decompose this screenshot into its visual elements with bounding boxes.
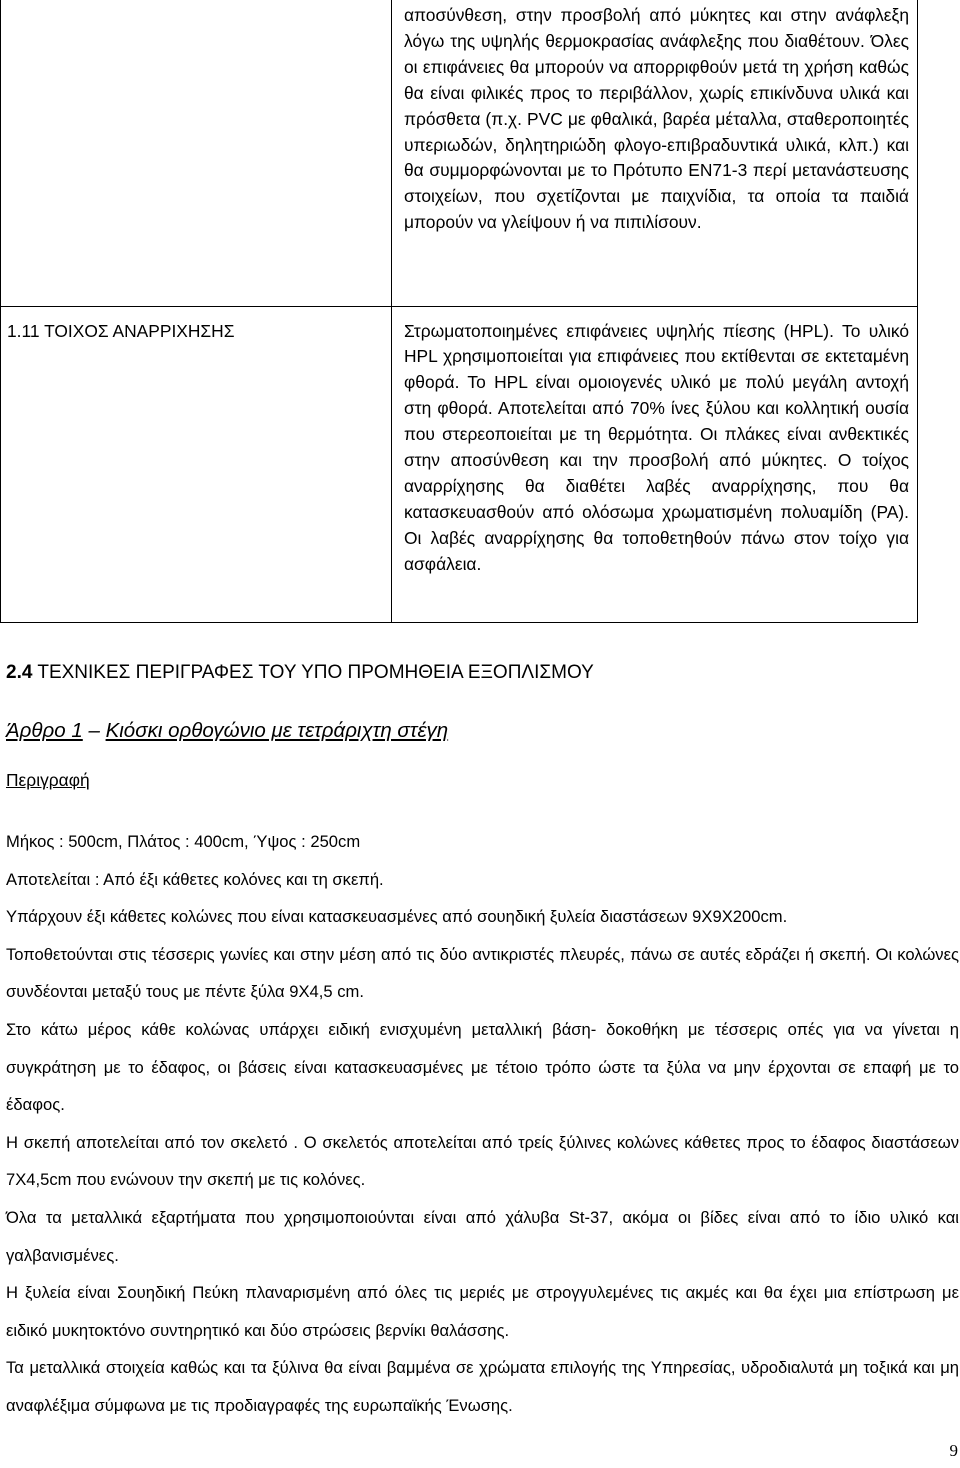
- table-cell-label: [1, 306, 392, 622]
- paragraph-placement: Τοποθετούνται στις τέσσερις γωνίες και στην μέση από τις δύο αντικριστές πλευρές, πάνω σε αυτές εδράζει ή σκεπή. Οι κολώνες συνδέονται μεταξύ τους με πέντε ξύλα 9Χ4,5 cm.: [6, 944, 959, 1002]
- paragraph-columns: Υπάρχουν έξι κάθετες κολώνες που είναι κατασκευασμένες από σουηδική ξυλεία διαστάσεων 9Χ9Χ200cm.: [6, 907, 788, 927]
- section-number: 2.4: [6, 662, 33, 683]
- paragraph-metal: Όλα τα μεταλλικά εξαρτήματα που χρησιμοποιούνται είναι από χάλυβα St-37, ακόμα οι βίδες είναι από το ίδιο υλικό και γαλβανισμένες.: [6, 1207, 959, 1265]
- section-title: ΤΕΧΝΙΚΕΣ ΠΕΡΙΓΡΑΦΕΣ ΤΟΥ ΥΠΟ ΠΡΟΜΗΘΕΙΑ ΕΞΟΠΛΙΣΜΟΥ: [32, 662, 594, 683]
- paragraph-composition: Αποτελείται : Από έξι κάθετες κολόνες και τη σκεπή.: [6, 869, 384, 889]
- paragraph-dimensions: Μήκος : 500cm, Πλάτος : 400cm, Ύψος : 250cm: [6, 832, 361, 851]
- page-number: 9: [949, 1441, 958, 1460]
- table-cell-text: [392, 0, 918, 306]
- description-heading: Περιγραφή: [6, 770, 90, 790]
- table-row: [1, 0, 918, 306]
- paragraph-base: Στο κάτω μέρος κάθε κολώνας υπάρχει ειδική ενισχυμένη μεταλλική βάση- δοκοθήκη με τέσσερις οπές για να γίνεται η συγκράτηση με το έδαφος, οι βάσεις είναι κατασκευασμένες με τέτοιο τρόπο ώστε τα ξύλα να μην έρχονται σε επαφή με το έδαφος.: [6, 1019, 959, 1115]
- table-cell-label: [1, 0, 392, 306]
- row-description: Στρωματοποιημένες επιφάνειες υψηλής πίεσης (HPL). Το υλικό HPL χρησιμοποιείται για επιφάνειες που εκτίθενται σε εκτεταμένη φθορά. Το HPL είναι ομοιογενές υλικό με πολύ μεγάλη αντοχή στη φθορά. Αποτελείται από 70% ίνες ξύλου και κολλητική ουσία που στερεοποιείται με τη θερμότητα. Οι πλάκες είναι ανθεκτικές στην αποσύνθεση και την προσβολή από μύκητες. Ο τοίχος αναρρίχησης θα διαθέτει λαβές αναρρίχησης, που θα κατασκευασθούν από ολόσωμα χρωματισμένη πολυαμίδη (PA). Οι λαβές αναρρίχησης θα τοποθετηθούν πάνω στον τοίχο για ασφάλεια.: [404, 320, 909, 574]
- paragraph-roof: Η σκεπή αποτελείται από τον σκελετό . Ο σκελετός αποτελείται από τρείς ξύλινες κολώνες κάθετες προς το έδαφος διαστάσεων 7Χ4,5cm που ενώνουν την σκεπή με τις κολόνες.: [6, 1132, 959, 1190]
- paragraph-paint: Τα μεταλλικά στοιχεία καθώς και τα ξύλινα θα είναι βαμμένα σε χρώματα επιλογής της Υπηρεσίας, υδροδιαλυτά μη τοξικά και μη αναφλέξιμα σύμφωνα με τις προδιαγραφές της ευρωπαϊκής Ένωσης.: [6, 1358, 959, 1415]
- article-prefix: Άρθρο 1: [6, 719, 83, 742]
- article-separator: –: [82, 719, 106, 742]
- paragraph-wood: Η ξυλεία είναι Σουηδική Πεύκη πλαναρισμένη από όλες τις μεριές με στρογγυλεμένες τις ακμές και θα έχει μια επίστρωση με ειδικό μυκητοκτόνο συντηρητικό και δύο στρώσεις βερνίκι θαλάσσης.: [6, 1283, 959, 1340]
- body-text: [6, 823, 959, 1425]
- section-heading: [6, 660, 594, 686]
- row-description: αποσύνθεση, στην προσβολή από μύκητες και στην ανάφλεξη λόγω της υψηλής θερμοκρασίας ανάφλεξης που διαθέτουν. Όλες οι επιφάνειες θα μπορούν να απορριφθούν μετά τη χρήση καθώς θα είναι φιλικές προς το περιβάλλον, χωρίς επικίνδυνα υλικά και πρόσθετα (π.χ. PVC με φθαλικά, βαρέα μέταλλα, σταθεροποιητές υπεριωδών, δηλητηριώδη φλογο-επιβραδυντικά υλικά, κλπ.) και θα συμμορφώνονται με το Πρότυπο EN71-3 περί μετανάστευσης στοιχείων, που σχετίζονται με παιχνίδια, τα οποία τα παιδιά μπορούν να γλείψουν ή να πιπιλίσουν.: [404, 5, 909, 233]
- table-row: [1, 306, 918, 622]
- table-cell-text: [392, 306, 918, 622]
- article-title: [6, 716, 448, 746]
- row-label: [1, 0, 391, 12]
- specification-table: [0, 0, 918, 623]
- row-label: 1.11 ΤΟΙΧΟΣ ΑΝΑΡΡΙΧΗΣΗΣ: [7, 320, 235, 341]
- article-name: Κιόσκι ορθογώνιο με τετράριχτη στέγη: [105, 719, 449, 742]
